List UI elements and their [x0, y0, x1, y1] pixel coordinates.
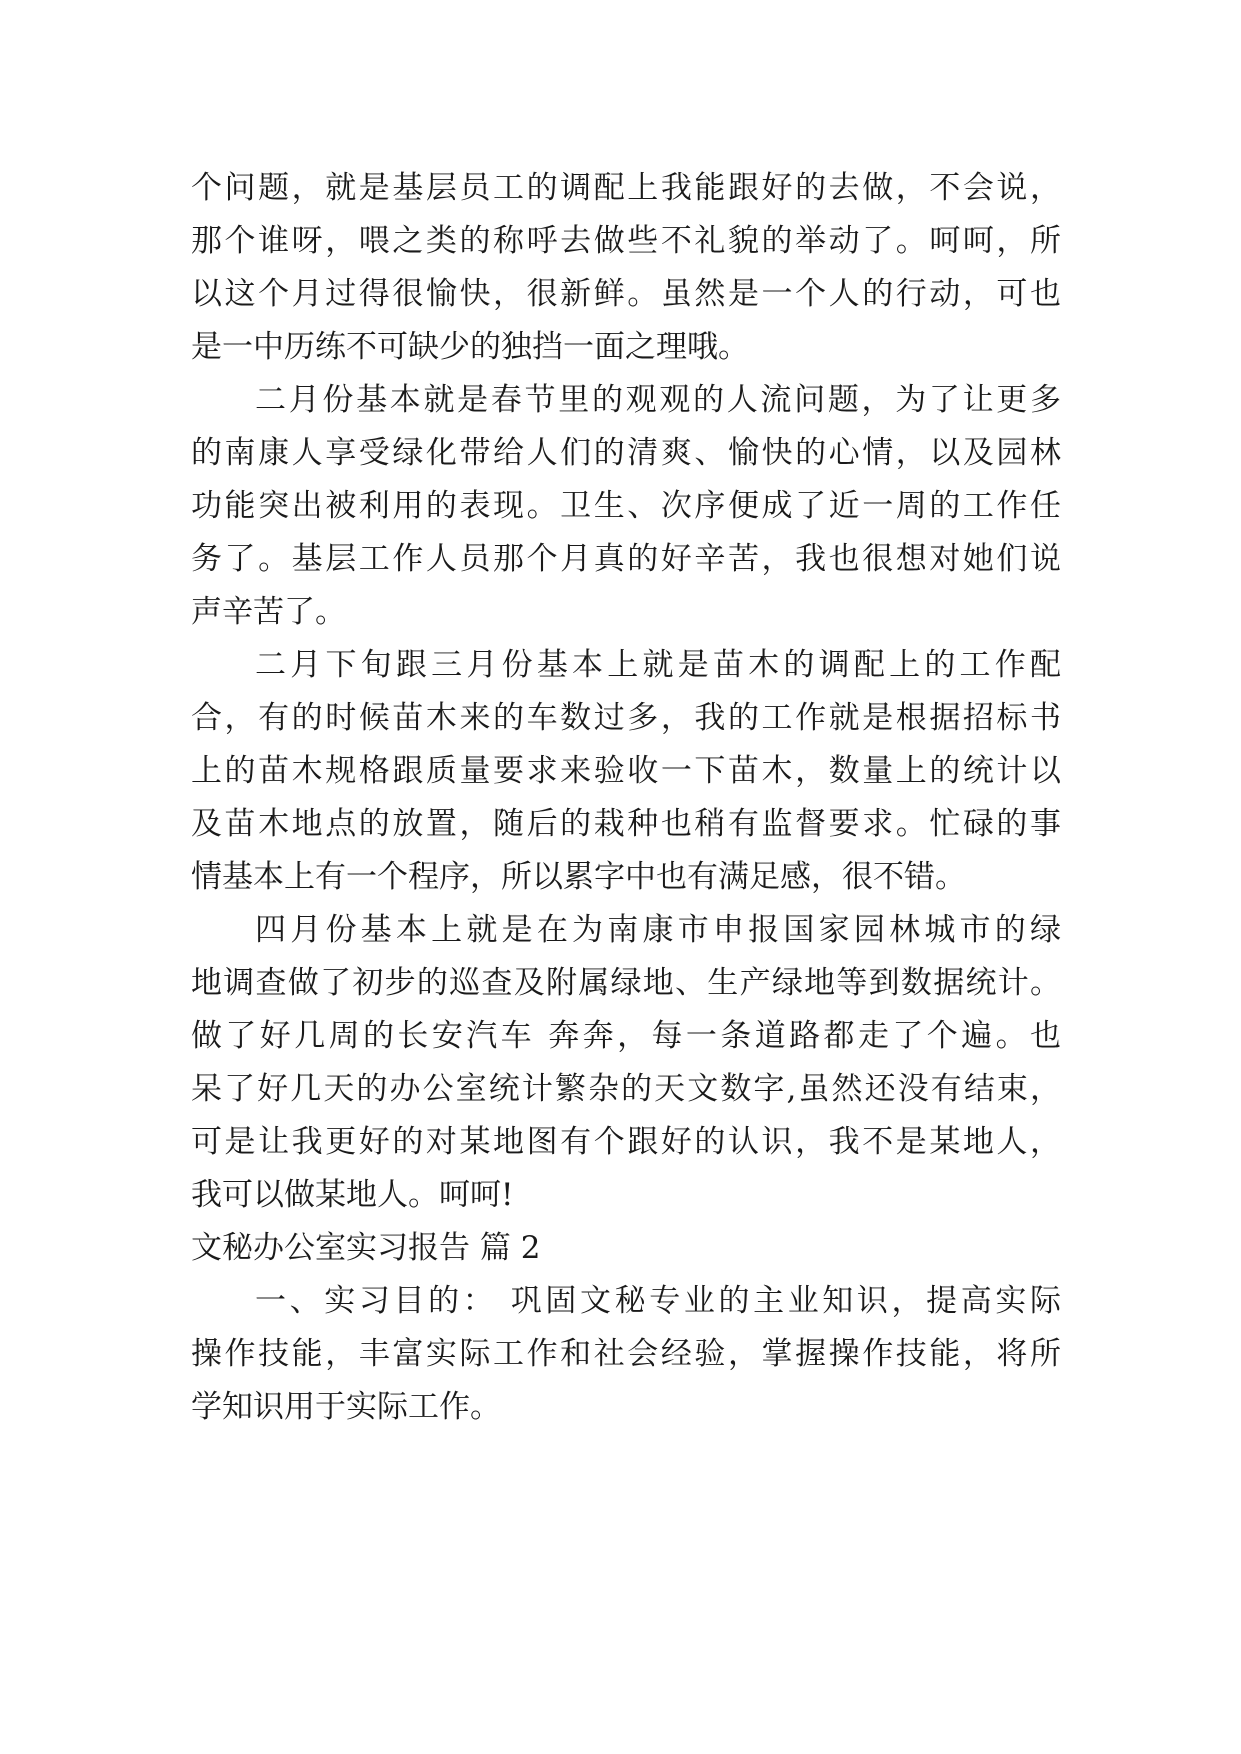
text-line: 操作技能，丰富实际工作和社会经验，掌握操作技能，将所 [191, 1336, 1061, 1372]
text-line: 四月份基本上就是在为南康市申报国家园林城市的绿 [255, 912, 1061, 948]
text-line: 功能突出被利用的表现。卫生、次序便成了近一周的工作任 [191, 488, 1061, 524]
text-line: 二月下旬跟三月份基本上就是苗木的调配上的工作配 [255, 647, 1061, 683]
text-line: 情基本上有一个程序，所以累字中也有满足感，很不错。 [191, 859, 966, 895]
text-line: 合，有的时候苗木来的车数过多，我的工作就是根据招标书 [191, 700, 1061, 736]
text-line: 是一中历练不可缺少的独挡一面之理哦。 [191, 329, 749, 365]
paragraph [191, 374, 1061, 639]
section-heading: 文秘办公室实习报告 篇 2 [191, 1230, 541, 1266]
text-line: 声辛苦了。 [191, 594, 346, 630]
text-line: 呆了好几天的办公室统计繁杂的天文数字,虽然还没有结束， [191, 1071, 1061, 1107]
text-line: 务了。基层工作人员那个月真的好辛苦，我也很想对她们说 [191, 541, 1061, 577]
text-line: 我可以做某地人。呵呵! [191, 1177, 514, 1213]
text-line: 那个谁呀，喂之类的称呼去做些不礼貌的举动了。呵呵，所 [191, 223, 1061, 259]
text-line: 做了好几周的长安汽车 奔奔，每一条道路都走了个遍。也 [191, 1018, 1061, 1054]
text-line: 可是让我更好的对某地图有个跟好的认识，我不是某地人， [191, 1124, 1061, 1160]
paragraph [191, 639, 1061, 904]
text-line: 一、实习目的： 巩固文秘专业的主业知识，提高实际 [255, 1283, 1061, 1319]
document-body [191, 162, 1061, 1434]
paragraph [191, 162, 1061, 374]
paragraph [191, 1275, 1061, 1434]
text-line: 以这个月过得很愉快，很新鲜。虽然是一个人的行动，可也 [191, 276, 1061, 312]
paragraph [191, 904, 1061, 1222]
text-line: 及苗木地点的放置，随后的栽种也稍有监督要求。忙碌的事 [191, 806, 1061, 842]
text-line: 的南康人享受绿化带给人们的清爽、愉快的心情，以及园林 [191, 435, 1061, 471]
text-line: 地调查做了初步的巡查及附属绿地、生产绿地等到数据统计。 [191, 965, 1061, 1001]
text-line: 学知识用于实际工作。 [191, 1389, 501, 1425]
text-line: 个问题，就是基层员工的调配上我能跟好的去做，不会说， [191, 170, 1061, 206]
text-line: 二月份基本就是春节里的观观的人流问题，为了让更多 [255, 382, 1061, 418]
text-line: 上的苗木规格跟质量要求来验收一下苗木，数量上的统计以 [191, 753, 1061, 789]
